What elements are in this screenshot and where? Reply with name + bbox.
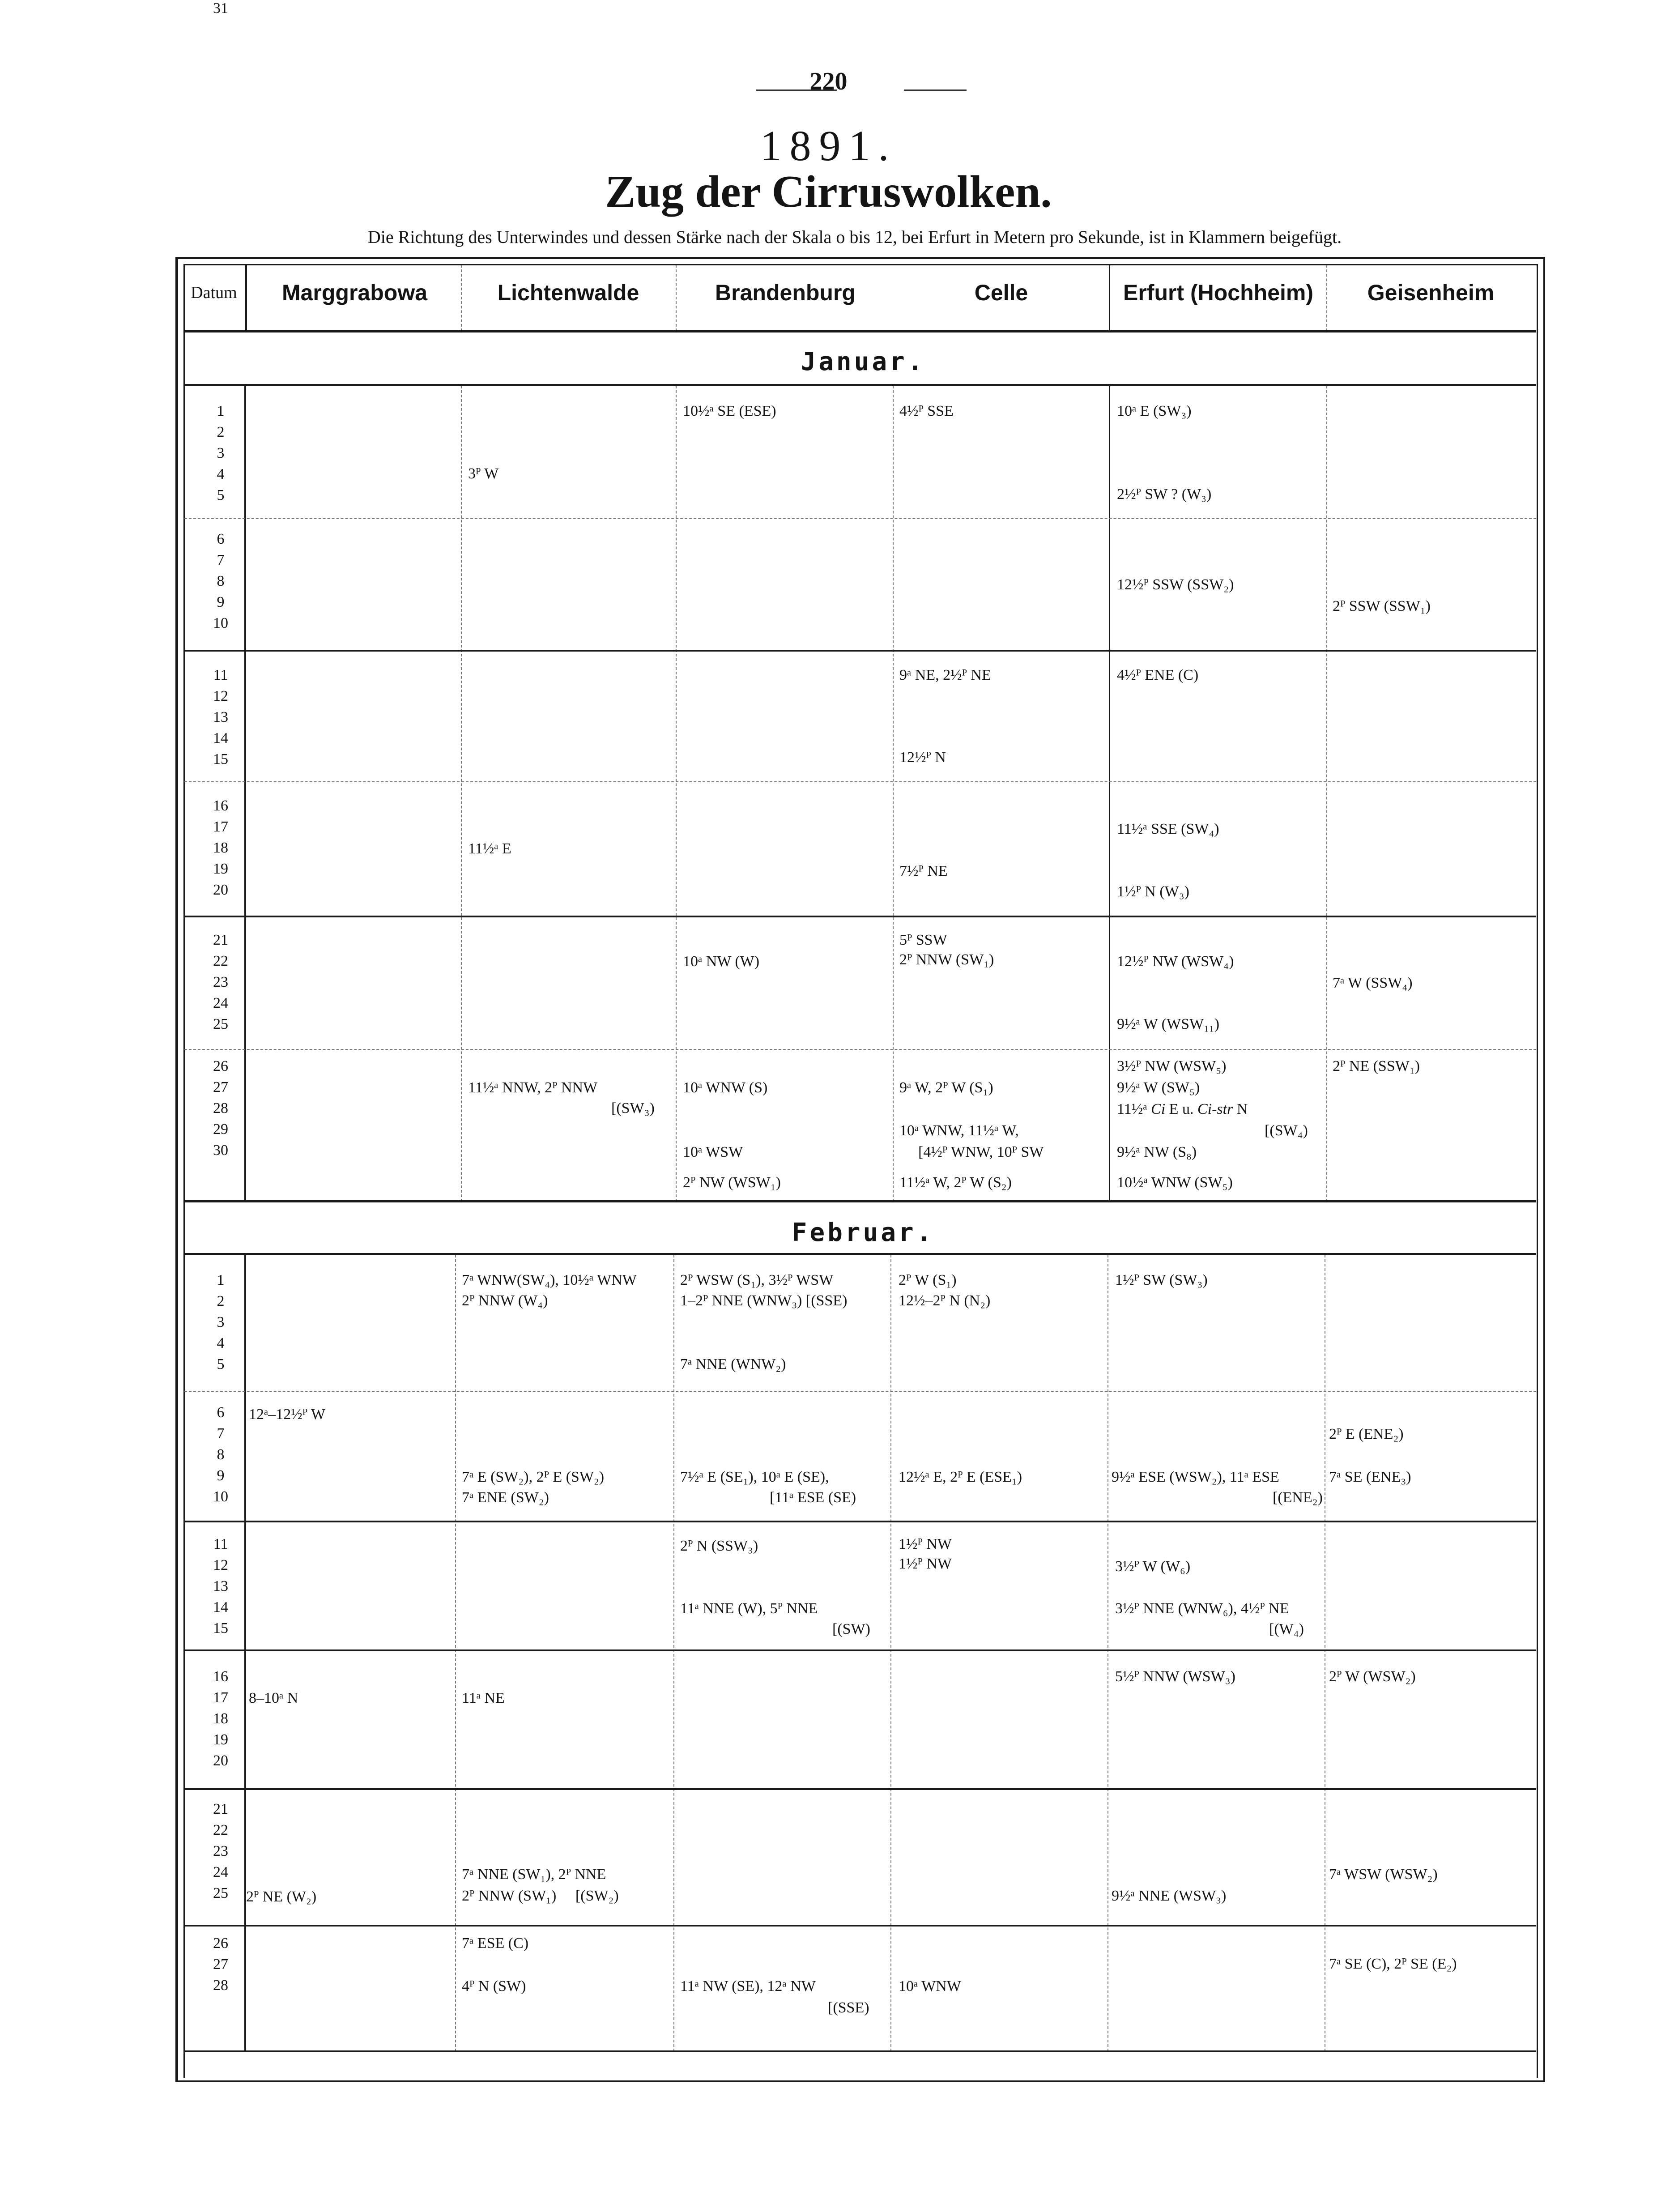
jan-erfurt-entry: 12½ᴾ SSW (SSW₂) <box>1117 576 1234 593</box>
feb-block-sep-2 <box>184 1521 1536 1522</box>
feb-erfurt-entry: 3½ᴾ W (W₆) <box>1115 1558 1191 1575</box>
header-erfurt: Erfurt (Hochheim) <box>1123 280 1313 305</box>
day-number: 12 <box>213 1557 228 1573</box>
feb-brandenburg-entry: 11ᵃ NNE (W), 5ᴾ NNE <box>680 1600 818 1617</box>
jan-erfurt-28-post: N <box>1233 1101 1248 1117</box>
jan-celle-entry: 5ᴾ SSW <box>899 932 947 948</box>
jan-celle-entry: 11½ᵃ W, 2ᴾ W (S₂) <box>899 1174 1012 1191</box>
feb-lichtenwalde-entry: 7ᵃ NNE (SW₁), 2ᴾ NNE <box>462 1866 606 1883</box>
day-number: 31 <box>213 0 228 17</box>
feb-erfurt-entry: 1½ᴾ SW (SW₃) <box>1115 1272 1208 1288</box>
month-label-january: Januar. <box>801 347 925 376</box>
page-number: 220 <box>809 68 848 95</box>
feb-brandenburg-entry: [11ᵃ ESE (SE) <box>770 1489 856 1506</box>
jan-brandenburg-entry: 10½ᵃ SE (ESE) <box>683 403 776 419</box>
jan-erfurt-entry: [(SW₄) <box>1265 1122 1308 1139</box>
header-celle: Celle <box>974 280 1028 305</box>
header-geisenheim: Geisenheim <box>1367 280 1495 305</box>
feb-col-line-3 <box>890 1255 891 2051</box>
page-number-rule-right <box>904 90 967 91</box>
jan-erfurt-entry: 4½ᴾ ENE (C) <box>1117 667 1199 683</box>
page-title: Zug der Cirruswolken. <box>605 166 1052 217</box>
day-number: 8 <box>217 573 225 589</box>
header-datum: Datum <box>191 283 237 302</box>
jan-erfurt-28-time: 11½ᵃ <box>1117 1101 1151 1117</box>
day-number: 11 <box>213 1536 228 1552</box>
cloud-type-ci: Ci <box>1151 1101 1166 1117</box>
day-number: 19 <box>213 861 228 877</box>
feb-celle-entry: 1½ᴾ NW <box>899 1556 952 1572</box>
day-number: 5 <box>217 1356 225 1372</box>
day-number: 13 <box>213 709 228 725</box>
feb-block-sep-3 <box>184 1649 1536 1651</box>
subtitle: Die Richtung des Unterwindes und dessen Stärke nach der Skala o bis 12, bei Erfurt in Metern pro Sekunde, ist in Klammern beigefügt. <box>367 227 1342 247</box>
day-number: 23 <box>213 974 228 990</box>
col-divider-lichtenwalde <box>676 265 677 331</box>
jan-celle-entry: 9ᵃ NE, 2½ᴾ NE <box>899 667 991 683</box>
day-number: 19 <box>213 1731 228 1748</box>
jan-brandenburg-entry: 10ᵃ WSW <box>683 1144 743 1160</box>
feb-brandenburg-entry: 11ᵃ NW (SE), 12ᵃ NW <box>680 1978 816 1995</box>
day-number: 18 <box>213 1710 228 1727</box>
feb-col-line-1 <box>455 1255 456 2051</box>
jan-block-sep-4 <box>184 916 1536 917</box>
jan-erfurt-entry-ci <box>1117 1101 1248 1118</box>
jan-erfurt-entry: 11½ᵃ SSE (SW₄) <box>1117 821 1219 837</box>
feb-col-line-2 <box>673 1255 674 2051</box>
jan-erfurt-entry: 9½ᵃ NW (S₈) <box>1117 1144 1197 1160</box>
day-number: 1 <box>217 1272 225 1288</box>
feb-block-sep-1 <box>184 1391 1536 1392</box>
jan-celle-entry: 4½ᴾ SSE <box>899 403 954 419</box>
day-number: 27 <box>213 1956 228 1973</box>
jan-block-sep-3 <box>184 781 1536 782</box>
day-number: 2 <box>217 1293 225 1309</box>
header-marggrabowa: Marggrabowa <box>281 280 428 305</box>
jan-erfurt-entry: 9½ᵃ W (WSW₁₁) <box>1117 1016 1220 1032</box>
jan-celle-entry: 10ᵃ WNW, 11½ᵃ W, <box>899 1122 1019 1139</box>
day-number: 24 <box>213 995 228 1011</box>
day-number: 5 <box>217 487 225 503</box>
day-number: 20 <box>213 882 228 898</box>
feb-geisenheim-entry: 2ᴾ W (WSW₂) <box>1329 1668 1416 1685</box>
day-number: 20 <box>213 1752 228 1769</box>
day-number: 3 <box>217 445 225 461</box>
day-number: 15 <box>213 1620 228 1637</box>
jan-brandenburg-entry: 2ᴾ NW (WSW₁) <box>683 1174 781 1191</box>
jan-geisenheim-entry: 2ᴾ NE (SSW₁) <box>1333 1058 1420 1074</box>
jan-lichtenwalde-entry: 11½ᵃ NNW, 2ᴾ NNW <box>468 1079 598 1096</box>
day-number: 14 <box>213 1599 228 1615</box>
feb-celle-entry: 12½–2ᴾ N (N₂) <box>899 1292 991 1309</box>
feb-lichtenwalde-entry: 4ᴾ N (SW) <box>462 1978 526 1995</box>
jan-block-sep-5 <box>184 1049 1536 1050</box>
day-number: 30 <box>213 1142 228 1159</box>
jan-col-line-1 <box>461 386 462 1202</box>
day-number: 29 <box>213 1121 228 1138</box>
jan-erfurt-entry: 1½ᴾ N (W₃) <box>1117 883 1189 900</box>
feb-table-end <box>184 2050 1536 2052</box>
day-number: 27 <box>213 1079 228 1095</box>
feb-erfurt-entry: 9½ᵃ ESE (WSW₂), 11ᵃ ESE <box>1112 1469 1279 1485</box>
feb-brandenburg-entry: 2ᴾ WSW (S₁), 3½ᴾ WSW <box>680 1272 834 1288</box>
col-divider-marggrabowa <box>461 265 462 331</box>
feb-geisenheim-entry: 2ᴾ E (ENE₂) <box>1329 1426 1404 1442</box>
feb-erfurt-entry: 3½ᴾ NNE (WNW₆), 4½ᴾ NE <box>1115 1600 1289 1617</box>
rule-header-bottom <box>184 330 1536 332</box>
feb-date-divider <box>244 1255 246 2051</box>
month-label-february: Februar. <box>792 1218 934 1247</box>
year-heading: 1891. <box>760 122 897 170</box>
day-number: 7 <box>217 552 225 568</box>
day-number: 10 <box>213 1488 228 1505</box>
feb-erfurt-entry: 5½ᴾ NNW (WSW₃) <box>1115 1668 1235 1685</box>
feb-geisenheim-entry: 7ᵃ SE (ENE₃) <box>1329 1469 1411 1485</box>
col-divider-celle <box>1109 265 1110 331</box>
feb-block-sep-5 <box>184 1925 1536 1926</box>
day-number: 4 <box>217 466 225 482</box>
day-number: 17 <box>213 818 228 835</box>
jan-col-line-3 <box>893 386 894 1202</box>
jan-lichtenwalde-entry: 3ᴾ W <box>468 465 499 482</box>
table-inner-frame <box>183 264 1538 2078</box>
feb-lichtenwalde-entry: 7ᵃ ESE (C) <box>462 1935 529 1952</box>
day-number: 18 <box>213 840 228 856</box>
feb-lichtenwalde-entry: 7ᵃ ENE (SW₂) <box>462 1489 549 1506</box>
jan-col-line-2 <box>676 386 677 1202</box>
day-number: 2 <box>217 424 225 440</box>
feb-lichtenwalde-entry: 11ᵃ NE <box>462 1690 505 1706</box>
day-number: 8 <box>217 1446 225 1463</box>
day-number: 6 <box>217 1404 225 1421</box>
feb-lichtenwalde-entry: 7ᵃ E (SW₂), 2ᴾ E (SW₂) <box>462 1469 605 1485</box>
day-number: 13 <box>213 1578 228 1594</box>
day-number: 25 <box>213 1016 228 1032</box>
day-number: 15 <box>213 751 228 767</box>
feb-erfurt-entry: [(W₄) <box>1269 1621 1304 1637</box>
jan-celle-entry: 9ᵃ W, 2ᴾ W (S₁) <box>899 1079 993 1096</box>
jan-erfurt-entry: 3½ᴾ NW (WSW₅) <box>1117 1058 1227 1074</box>
day-number: 1 <box>217 403 225 419</box>
day-number: 16 <box>213 1668 228 1685</box>
feb-lichtenwalde-entry: 7ᵃ WNW(SW₄), 10½ᵃ WNW <box>462 1272 637 1288</box>
feb-marggrabowa-entry: 8–10ᵃ N <box>249 1690 298 1706</box>
day-number: 24 <box>213 1864 228 1880</box>
day-number: 12 <box>213 688 228 704</box>
day-number: 28 <box>213 1100 228 1117</box>
feb-brandenburg-entry: 2ᴾ N (SSW₃) <box>680 1538 758 1554</box>
jan-erfurt-entry: 10ᵃ E (SW₃) <box>1117 403 1192 419</box>
feb-brandenburg-entry: 7ᵃ NNE (WNW₂) <box>680 1356 786 1372</box>
day-number: 16 <box>213 797 228 814</box>
day-number: 21 <box>213 1801 228 1817</box>
col-divider-erfurt <box>1326 265 1327 331</box>
feb-celle-entry: 10ᵃ WNW <box>899 1978 961 1995</box>
feb-brandenburg-entry: [(SW) <box>832 1621 870 1637</box>
cloud-type-ci-str: Ci-str <box>1197 1101 1233 1117</box>
day-number: 3 <box>217 1314 225 1330</box>
jan-brandenburg-entry: 10ᵃ NW (W) <box>683 953 760 970</box>
feb-erfurt-entry: 9½ᵃ NNE (WSW₃) <box>1112 1888 1227 1904</box>
jan-erfurt-entry: 2½ᴾ SW ? (W₃) <box>1117 486 1212 503</box>
feb-geisenheim-entry: 7ᵃ WSW (WSW₂) <box>1329 1866 1438 1883</box>
col-divider-datum <box>245 265 247 331</box>
feb-brandenburg-entry: 7½ᵃ E (SE₁), 10ᵃ E (SE), <box>680 1469 829 1485</box>
day-number: 7 <box>217 1425 225 1442</box>
jan-celle-entry: 2ᴾ NNW (SW₁) <box>899 951 994 968</box>
jan-erfurt-28-mid: E u. <box>1165 1101 1197 1117</box>
day-number: 17 <box>213 1689 228 1706</box>
day-number: 21 <box>213 932 228 948</box>
day-number: 22 <box>213 1822 228 1838</box>
jan-geisenheim-entry: 7ᵃ W (SSW₄) <box>1333 975 1413 991</box>
feb-brandenburg-entry: 1–2ᴾ NNE (WNW₃) [(SSE) <box>680 1292 848 1309</box>
feb-geisenheim-entry: 7ᵃ SE (C), 2ᴾ SE (E₂) <box>1329 1956 1457 1972</box>
feb-celle-entry: 2ᴾ W (S₁) <box>899 1272 957 1288</box>
jan-erfurt-entry: 12½ᴾ NW (WSW₄) <box>1117 953 1234 970</box>
feb-brandenburg-entry: [(SSE) <box>828 1999 869 2016</box>
feb-marggrabowa-entry: 2ᴾ NE (W₂) <box>246 1888 317 1905</box>
day-number: 14 <box>213 730 228 746</box>
jan-block-sep-1 <box>184 518 1536 519</box>
jan-celle-entry: 12½ᴾ N <box>899 749 946 766</box>
day-number: 22 <box>213 953 228 969</box>
jan-lichtenwalde-entry: [(SW₃) <box>611 1100 655 1117</box>
header-brandenburg: Brandenburg <box>715 280 856 305</box>
day-number: 26 <box>213 1058 228 1074</box>
day-number: 9 <box>217 1467 225 1484</box>
day-number: 11 <box>213 667 228 683</box>
rule-january-bottom <box>184 384 1536 386</box>
feb-block-sep-4 <box>184 1788 1536 1790</box>
feb-marggrabowa-entry: 12ᵃ–12½ᴾ W <box>249 1406 326 1423</box>
header-lichtenwalde: Lichtenwalde <box>497 280 639 305</box>
jan-celle-entry: [4½ᴾ WNW, 10ᴾ SW <box>918 1144 1044 1160</box>
jan-geisenheim-entry: 2ᴾ SSW (SSW₁) <box>1333 598 1431 614</box>
rule-february-bottom <box>184 1253 1536 1255</box>
day-number: 10 <box>213 615 228 631</box>
jan-col-line-4 <box>1109 386 1110 1202</box>
jan-col-line-5 <box>1326 386 1327 1202</box>
jan-brandenburg-entry: 10ᵃ WNW (S) <box>683 1079 768 1096</box>
feb-lichtenwalde-entry: 2ᴾ NNW (SW₁) [(SW₂) <box>462 1888 619 1904</box>
day-number: 25 <box>213 1885 228 1901</box>
feb-erfurt-entry: [(ENE₂) <box>1273 1489 1323 1506</box>
feb-lichtenwalde-entry: 2ᴾ NNW (W₄) <box>462 1292 548 1309</box>
jan-date-divider <box>244 386 246 1202</box>
feb-celle-entry: 1½ᴾ NW <box>899 1536 952 1552</box>
rule-january-end <box>184 1200 1536 1202</box>
day-number: 6 <box>217 531 225 547</box>
day-number: 23 <box>213 1843 228 1859</box>
jan-erfurt-entry: 9½ᵃ W (SW₅) <box>1117 1079 1200 1096</box>
jan-celle-entry: 7½ᴾ NE <box>899 863 948 879</box>
day-number: 4 <box>217 1335 225 1351</box>
day-number: 28 <box>213 1977 228 1994</box>
jan-erfurt-entry: 10½ᵃ WNW (SW₅) <box>1117 1174 1233 1191</box>
jan-lichtenwalde-entry: 11½ᵃ E <box>468 840 511 857</box>
day-number: 26 <box>213 1935 228 1952</box>
feb-celle-entry: 12½ᵃ E, 2ᴾ E (ESE₁) <box>899 1469 1022 1485</box>
jan-block-sep-2 <box>184 650 1536 652</box>
day-number: 9 <box>217 594 225 610</box>
